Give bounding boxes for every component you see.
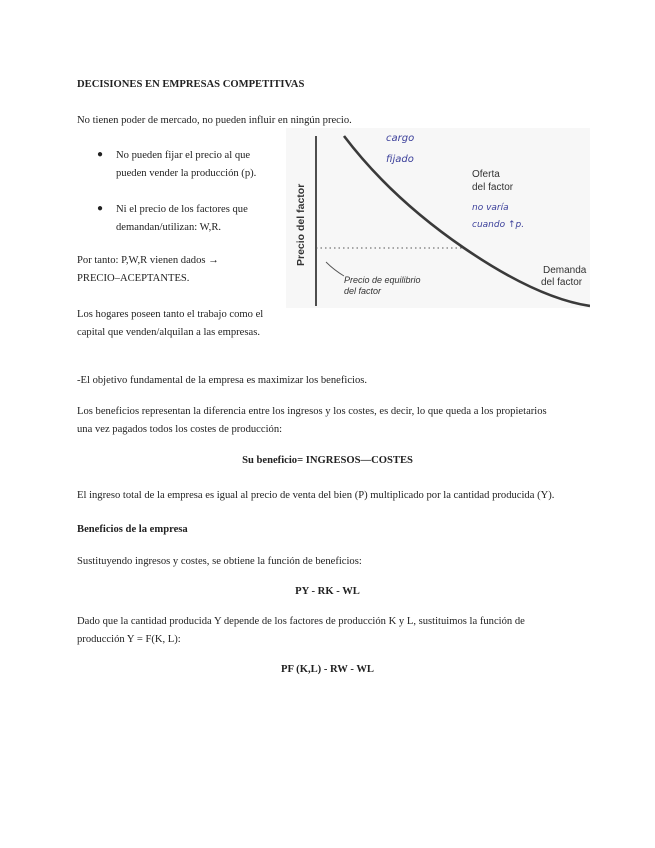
equilibrio-label-line-1: Precio de equilibrio <box>344 275 421 285</box>
section-heading: Beneficios de la empresa <box>77 524 188 535</box>
oferta-label-line-1: Oferta <box>472 169 500 180</box>
demanda-label-line-1: Demanda <box>543 265 587 276</box>
bullet-2-line-2: demandan/utilizan: W,R. <box>116 222 222 233</box>
objetivo-paragraph: -El objetivo fundamental de la empresa es maximizar los beneficios. <box>77 375 368 386</box>
pricetakers-line-2: PRECIO–ACEPTANTES. <box>77 273 190 284</box>
y-axis-label: Precio del factor <box>295 183 307 266</box>
sustituyendo-paragraph: Sustituyendo ingresos y costes, se obtiene la función de beneficios: <box>77 556 362 567</box>
handwritten-note-mid-line-1: no varía <box>472 203 509 213</box>
hogares-line-1: Los hogares poseen tanto el trabajo como el <box>77 309 264 320</box>
document-title: DECISIONES EN EMPRESAS COMPETITIVAS <box>77 79 305 90</box>
beneficios-def-line-2: una vez pagados todos los costes de producción: <box>77 424 283 435</box>
oferta-label-line-2: del factor <box>472 182 514 193</box>
handwritten-note-top-line-1: cargo <box>386 133 415 144</box>
ingreso-total-paragraph: El ingreso total de la empresa es igual al precio de venta del bien (P) multiplicado por la cantidad producida (Y). <box>77 490 555 501</box>
bullet-1-line-2: pueden vender la producción (p). <box>116 168 257 179</box>
bullet-2-line-1: Ni el precio de los factores que <box>116 204 248 215</box>
bullet-marker: ● <box>97 149 104 160</box>
handwritten-note-top-line-2: fijado <box>386 154 414 165</box>
hogares-line-2: capital que venden/alquilan a las empresas. <box>77 327 260 338</box>
factor-market-figure <box>286 128 590 308</box>
intro-paragraph: No tienen poder de mercado, no pueden influir en ningún precio. <box>77 115 352 126</box>
formula-py-rk-wl: PY - RK - WL <box>295 586 360 597</box>
formula-pf-kl: PF (K,L) - RW - WL <box>280 664 374 675</box>
dado-que-line-1: Dado que la cantidad producida Y depende de los factores de producción K y L, sustituimos la función de <box>77 616 525 627</box>
bullet-marker: ● <box>97 203 104 214</box>
dado-que-line-2: producción Y = F(K, L): <box>77 634 181 645</box>
beneficios-def-line-1: Los beneficios representan la diferencia entre los ingresos y los costes, es decir, lo que queda a los propietarios <box>77 406 547 417</box>
equilibrio-label-line-2: del factor <box>344 286 382 296</box>
formula-beneficio: Su beneficio= INGRESOS—COSTES <box>242 455 413 466</box>
bullet-1-line-1: No pueden fijar el precio al que <box>116 150 251 161</box>
pricetakers-line-1: Por tanto: P,W,R vienen dados → <box>77 255 219 266</box>
handwritten-note-mid-line-2: cuando ↑p. <box>472 220 525 230</box>
demanda-label-line-2: del factor <box>541 277 583 288</box>
